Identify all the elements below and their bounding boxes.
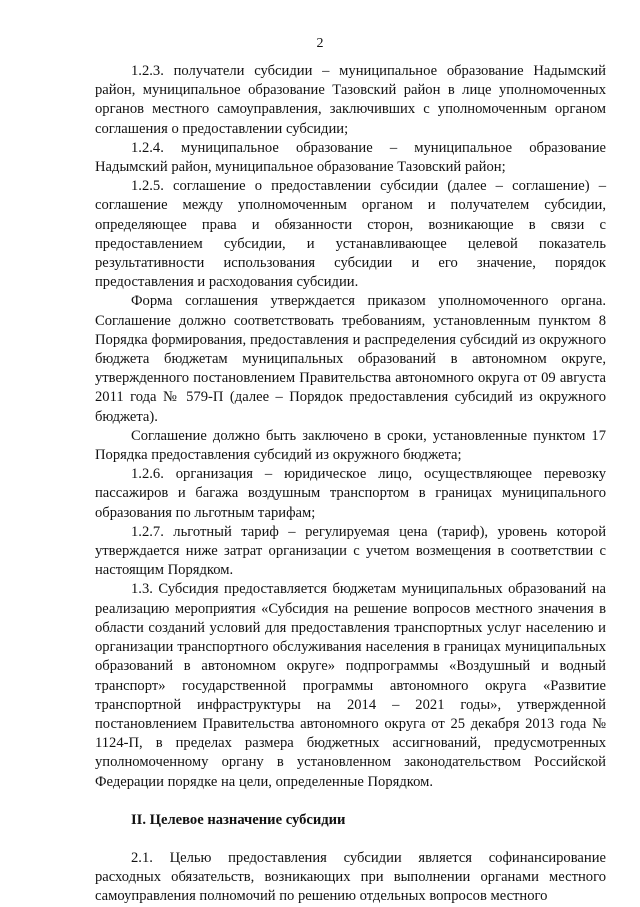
paragraph-1-2-5: 1.2.5. соглашение о предоставлении субсидии (далее – соглашение) – соглашение между уполномоченным органом и получателем субсидии, определяющее права и обязанности сторон, возникающие в связи с предоставлением субсидии, и устанавливающее целевой показатель результативности использования субсидии и его значение, порядок предоставления и расходования субсидии. [95,178,606,291]
paragraph-1-2-4: 1.2.4. муниципальное образование – муниципальное образование Надымский район, муниципальное образование Тазовский район; [95,139,606,176]
spacer [95,792,606,811]
paragraph-agreement-form: Форма соглашения утверждается приказом уполномоченного органа. Соглашение должно соответствовать требованиям, установленным пунктом 8 Порядка формирования, предоставления и распределения субсидий из окружного бюджета бюджетам муниципальных образований в автономном округе, утвержденного постановлением Правительства автономного округа от 09 августа 2011 года № 579-П (далее – Порядок предоставления субсидий из окружного бюджета). [95,293,606,425]
paragraph-1-2-6: 1.2.6. организация – юридическое лицо, осуществляющее перевозку пассажиров и багажа воздушным транспортом в границах муниципального образования по льготным тарифам; [95,466,606,521]
paragraph-1-2-3: 1.2.3. получатели субсидии – муниципальное образование Надымский район, муниципальное образование Тазовский район в лице уполномоченных органов местного самоуправления, заключивших с уполномоченным органом соглашения о предоставлении субсидии; [95,63,606,137]
paragraph-agreement-terms: Соглашение должно быть заключено в сроки, установленные пунктом 17 Порядка предоставления субсидий из окружного бюджета; [95,427,606,464]
document-body [95,62,606,907]
section-heading: II. Целевое назначение субсидии [131,811,346,828]
spacer [95,830,606,849]
paragraph-2-1: 2.1. Целью предоставления субсидии является софинансирование расходных обязательств, возникающих при выполнении органами местного самоуправления полномочий по решению отдельных вопросов местного [95,849,606,905]
page-number: 2 [316,36,324,51]
paragraph-1-3: 1.3. Субсидия предоставляется бюджетам муниципальных образований на реализацию мероприятия «Субсидия на решение вопросов местного значения в области созданий условий для предоставления транспортных услуг населению и организации транспортного обслуживания населения в границах муниципальных образований в автономном округе» подпрограммы «Воздушный и водный транспорт» государственной программы автономного округа «Развитие транспортной инфраструктуры на 2014 – 2021 годы», утвержденной постановлением Правительства автономного округа от 25 декабря 2013 года № 1124-П, в пределах размера бюджетных ассигнований, предусмотренных уполномоченному органу в установленном законодательством Российской Федерации порядке на цели, определенные Порядком. [95,581,606,790]
paragraph-1-2-7: 1.2.7. льготный тариф – регулируемая цена (тариф), уровень которой утверждается ниже затрат организации с учетом возмещения в соответствии с настоящим Порядком. [95,523,606,579]
